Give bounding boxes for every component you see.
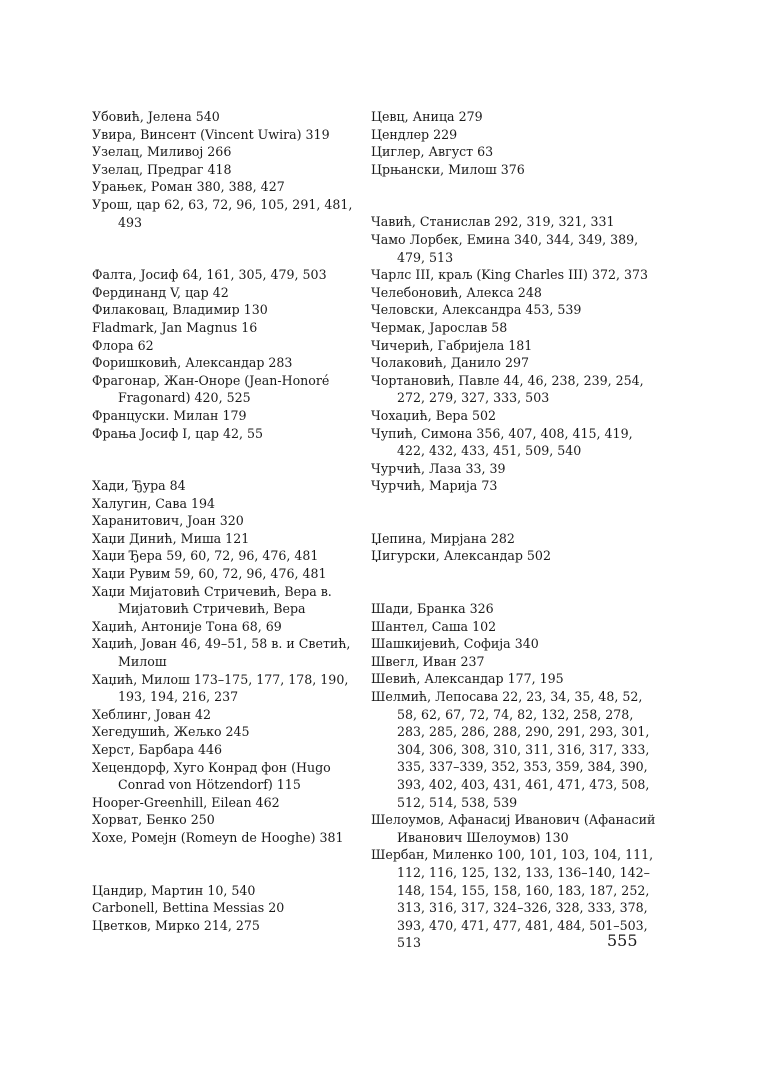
- index-entry: Циглер, Август 63: [371, 144, 494, 160]
- index-letter-group: [371, 600, 661, 952]
- index-letter-group: [371, 530, 661, 565]
- index-entry: Хаџи Ђера 59, 60, 72, 96, 476, 481: [92, 548, 319, 564]
- index-entry: Форишковић, Александар 283: [92, 355, 293, 371]
- index-entry: Фалта, Јосиф 64, 161, 305, 479, 503: [92, 267, 327, 283]
- index-entry: Узелац, Предраг 418: [92, 161, 232, 177]
- index-entry: Цандир, Мартин 10, 540: [92, 882, 256, 898]
- index-entry: Француски. Милан 179: [92, 407, 247, 423]
- index-entry: Челебоновић, Алекса 248: [371, 284, 542, 300]
- index-entry: Халугин, Сава 194: [92, 495, 216, 511]
- index-entry: Carbonell, Bettina Messias 20: [92, 900, 285, 916]
- index-entry: Џепина, Мирјана 282: [371, 530, 515, 546]
- index-entry: Чупић, Симона 356, 407, 408, 415, 419, 422, 432, 433, 451, 509, 540: [371, 425, 633, 459]
- index-entry: Цветков, Мирко 214, 275: [92, 917, 260, 933]
- index-entry: Хаџи Мијатовић Стричевић, Вера в. Мијатовић Стричевић, Вера: [92, 583, 332, 617]
- index-entry: Хаџи Динић, Миша 121: [92, 530, 250, 546]
- index-entry: Чортановић, Павле 44, 46, 238, 239, 254, 272, 279, 327, 333, 503: [371, 372, 644, 406]
- index-entry: Џигурски, Александар 502: [371, 548, 551, 564]
- index-entry: Увира, Винсент (Vincent Uwira) 319: [92, 126, 330, 142]
- index-letter-group: [92, 108, 360, 231]
- index-letter-group: [92, 477, 360, 846]
- index-entry: Чолаковић, Данило 297: [371, 355, 530, 371]
- index-entry: Чурчић, Марија 73: [371, 478, 498, 494]
- index-letter-group: [92, 266, 360, 442]
- index-entry: Фрагонар, Жан-Оноре (Jean-Honoré Fragonard) 420, 525: [92, 372, 330, 406]
- index-entry: Фердинанд V, цар 42: [92, 284, 229, 300]
- index-entry: Урош, цар 62, 63, 72, 96, 105, 291, 481, 493: [92, 196, 353, 230]
- index-entry: Шади, Бранка 326: [371, 601, 494, 617]
- index-entry: Хади, Ђура 84: [92, 478, 186, 494]
- index-entry: Швегл, Иван 237: [371, 653, 485, 669]
- index-entry: Филаковац, Владимир 130: [92, 302, 268, 318]
- index-entry: Шербан, Миленко 100, 101, 103, 104, 111, 112, 116, 125, 132, 133, 136–140, 142–148, 154, 155, 158, 160, 183, 187, 252, 313, 316, 317, 324–326, 328, 333, 378, 393, 470, 471, 477, 481, 484, 501–503, 513: [371, 847, 654, 951]
- index-column-right: [371, 108, 661, 970]
- index-entry: Хорват, Бенко 250: [92, 812, 215, 828]
- index-entry: Хегедушић, Жељко 245: [92, 724, 250, 740]
- index-entry: Чурчић, Лаза 33, 39: [371, 460, 506, 476]
- index-entry: Человски, Александра 453, 539: [371, 302, 582, 318]
- index-entry: Чермак, Јарослав 58: [371, 319, 508, 335]
- index-entry: Fladmark, Jan Magnus 16: [92, 319, 258, 335]
- index-column-left: [92, 108, 360, 952]
- index-letter-group: [371, 108, 661, 178]
- index-entry: Узелац, Миливој 266: [92, 144, 232, 160]
- index-entry: Хаџић, Јован 46, 49–51, 58 в. и Светић, Милош: [92, 636, 351, 670]
- page-number: 555: [607, 931, 638, 950]
- index-entry: Убовић, Јелена 540: [92, 109, 220, 124]
- index-entry: Шевић, Александар 177, 195: [371, 671, 564, 687]
- index-entry: Хохе, Ромејн (Romeyn de Hooghe) 381: [92, 829, 344, 845]
- index-entry: Чарлс III, краљ (King Charles III) 372, 373: [371, 267, 649, 283]
- index-entry: Урањек, Роман 380, 388, 427: [92, 179, 285, 195]
- index-entry: Шантел, Саша 102: [371, 618, 497, 634]
- index-entry: Флора 62: [92, 337, 154, 353]
- index-entry: Чохаџић, Вера 502: [371, 407, 497, 423]
- index-entry: Чичерић, Габријела 181: [371, 337, 533, 353]
- index-entry: Хаџић, Антоније Тона 68, 69: [92, 618, 282, 634]
- index-entry: Хецендорф, Хуго Конрад фон (Hugo Conrad von Hötzendorf) 115: [92, 759, 331, 793]
- index-entry: Цевц, Аница 279: [371, 109, 483, 124]
- index-entry: Хаџи Рувим 59, 60, 72, 96, 476, 481: [92, 566, 327, 582]
- index-letter-group: [371, 213, 661, 495]
- index-entry: Цендлер 229: [371, 126, 458, 142]
- index-entry: Шашкијевић, Софија 340: [371, 636, 539, 652]
- index-entry: Херст, Барбара 446: [92, 742, 223, 757]
- index-letter-group: [92, 882, 360, 935]
- index-entry: Чамо Лорбек, Емина 340, 344, 349, 389, 479, 513: [371, 231, 639, 265]
- index-entry: Hooper-Greenhill, Eilean 462: [92, 794, 280, 810]
- index-entry: Шелмић, Лепосава 22, 23, 34, 35, 48, 52, 58, 62, 67, 72, 74, 82, 132, 258, 278, 283, 285, 286, 288, 290, 291, 293, 301, 304, 306, 308, 310, 311, 316, 317, 333, 335, 337–339, 352, 353, 359, 384, 390, 393, 402, 403, 431, 461, 471, 473, 508, 512, 514, 538, 539: [371, 689, 650, 810]
- index-entry: Црњански, Милош 376: [371, 161, 525, 177]
- index-entry: Чавић, Станислав 292, 319, 321, 331: [371, 214, 615, 230]
- index-entry: Харанитович, Јоан 320: [92, 513, 244, 529]
- index-entry: Хаџић, Милош 173–175, 177, 178, 190, 193, 194, 216, 237: [92, 671, 349, 705]
- index-entry: Шелоумов, Афанасиј Иванович (Афанасий Иванович Шелоумов) 130: [371, 812, 656, 845]
- index-entry: Хеблинг, Јован 42: [92, 706, 212, 722]
- index-entry: Фрања Јосиф I, цар 42, 55: [92, 425, 264, 441]
